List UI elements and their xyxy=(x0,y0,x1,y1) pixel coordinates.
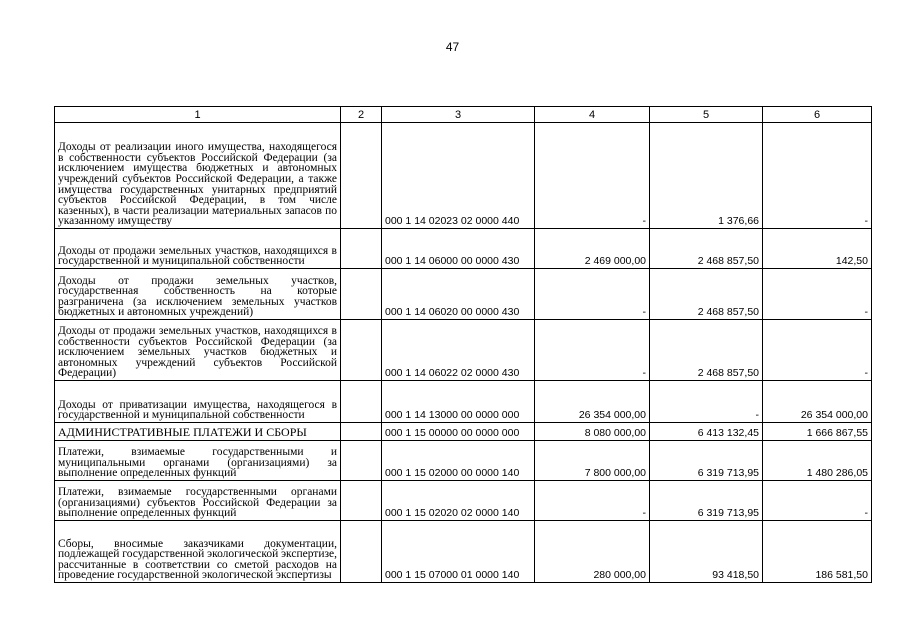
row-col6: 142,50 xyxy=(763,229,872,269)
column-header-3: 3 xyxy=(382,107,535,123)
row-col5: - xyxy=(650,381,763,423)
row-col4: 280 000,00 xyxy=(535,521,650,583)
row-col2 xyxy=(341,123,382,229)
row-code: 000 1 15 00000 00 0000 000 xyxy=(382,423,535,441)
row-col6: 26 354 000,00 xyxy=(763,381,872,423)
row-col5: 2 468 857,50 xyxy=(650,269,763,320)
row-col2 xyxy=(341,521,382,583)
row-name: Доходы от продажи земельных участков, государственная собственность на которые разграничена (за исключением земельных участков бюджетных и автономных учреждений) xyxy=(55,269,341,320)
row-code: 000 1 14 06000 00 0000 430 xyxy=(382,229,535,269)
row-col4: 26 354 000,00 xyxy=(535,381,650,423)
budget-revenue-table xyxy=(54,106,872,583)
row-name: Сборы, вносимые заказчиками документации, подлежащей государственной экологической экспертизе, рассчитанные в соответствии со сметой расходов на проведение государственной экологической экспертизы xyxy=(55,521,341,583)
page-number: 47 xyxy=(445,40,460,54)
column-header-1: 1 xyxy=(55,107,341,123)
row-col5: 6 413 132,45 xyxy=(650,423,763,441)
column-header-6: 6 xyxy=(763,107,872,123)
row-code: 000 1 14 06020 00 0000 430 xyxy=(382,269,535,320)
row-col2 xyxy=(341,229,382,269)
row-col6: 1 480 286,05 xyxy=(763,441,872,481)
column-header-5: 5 xyxy=(650,107,763,123)
column-header-2: 2 xyxy=(341,107,382,123)
column-header-4: 4 xyxy=(535,107,650,123)
table-row xyxy=(55,320,872,381)
row-col6: - xyxy=(763,481,872,521)
row-col4: 2 469 000,00 xyxy=(535,229,650,269)
table-header-row xyxy=(55,107,872,123)
row-col4: - xyxy=(535,320,650,381)
table-row xyxy=(55,381,872,423)
row-col2 xyxy=(341,481,382,521)
table-row xyxy=(55,521,872,583)
row-col2 xyxy=(341,423,382,441)
row-code: 000 1 15 02020 02 0000 140 xyxy=(382,481,535,521)
row-col4: 7 800 000,00 xyxy=(535,441,650,481)
row-code: 000 1 14 06022 02 0000 430 xyxy=(382,320,535,381)
row-col4: 8 080 000,00 xyxy=(535,423,650,441)
row-code: 000 1 14 13000 00 0000 000 xyxy=(382,381,535,423)
row-name: Платежи, взимаемые государственными органами (организациями) субъектов Российской Федерации за выполнение определенных функций xyxy=(55,481,341,521)
row-col6: - xyxy=(763,123,872,229)
row-col6: - xyxy=(763,269,872,320)
table-row xyxy=(55,229,872,269)
row-code: 000 1 15 02000 00 0000 140 xyxy=(382,441,535,481)
row-col4: - xyxy=(535,481,650,521)
table-row xyxy=(55,441,872,481)
row-name: Доходы от реализации иного имущества, находящегося в собственности субъектов Российской Федерации (за исключением имущества бюджетных и автономных учреждений субъектов Российской Федерации, а также имущества государственных унитарных предприятий субъектов Российской Федерации, в том числе казенных), в части реализации материальных запасов по указанному имуществу xyxy=(55,123,341,229)
row-col4: - xyxy=(535,269,650,320)
table-row-section xyxy=(55,423,872,441)
row-name: Доходы от продажи земельных участков, находящихся в собственности субъектов Российской Федерации (за исключением земельных участков бюджетных и автономных учреждений субъектов Российской Федерации) xyxy=(55,320,341,381)
row-col2 xyxy=(341,269,382,320)
row-col6: 186 581,50 xyxy=(763,521,872,583)
row-col2 xyxy=(341,381,382,423)
row-col5: 6 319 713,95 xyxy=(650,441,763,481)
row-col5: 93 418,50 xyxy=(650,521,763,583)
row-col6: 1 666 867,55 xyxy=(763,423,872,441)
row-name: Платежи, взимаемые государственными и муниципальными органами (организациями) за выполнение определенных функций xyxy=(55,441,341,481)
row-name: Доходы от продажи земельных участков, находящихся в государственной и муниципальной собственности xyxy=(55,229,341,269)
row-col2 xyxy=(341,441,382,481)
row-col5: 2 468 857,50 xyxy=(650,229,763,269)
table-row xyxy=(55,269,872,320)
row-col4: - xyxy=(535,123,650,229)
section-title: АДМИНИСТРАТИВНЫЕ ПЛАТЕЖИ И СБОРЫ xyxy=(55,423,341,441)
table-row xyxy=(55,123,872,229)
row-col5: 6 319 713,95 xyxy=(650,481,763,521)
row-col5: 1 376,66 xyxy=(650,123,763,229)
row-col2 xyxy=(341,320,382,381)
row-col5: 2 468 857,50 xyxy=(650,320,763,381)
row-name: Доходы от приватизации имущества, находящегося в государственной и муниципальной собственности xyxy=(55,381,341,423)
table-row xyxy=(55,481,872,521)
row-code: 000 1 14 02023 02 0000 440 xyxy=(382,123,535,229)
row-code: 000 1 15 07000 01 0000 140 xyxy=(382,521,535,583)
row-col6: - xyxy=(763,320,872,381)
